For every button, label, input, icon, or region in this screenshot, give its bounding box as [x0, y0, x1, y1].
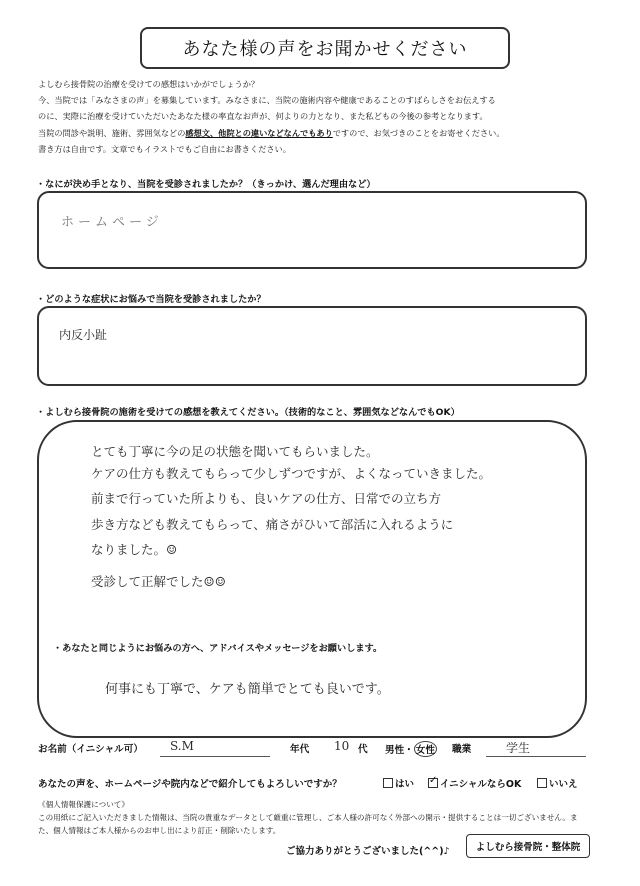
answer-3-line: 受診して正解でした☺☺: [91, 574, 226, 589]
checkbox-icon[interactable]: [383, 778, 393, 788]
name-label: お名前（イニシャル可）: [38, 744, 143, 755]
privacy-heading: 《個人情報保護について》: [38, 800, 129, 809]
intro-line: のに、実際に治療を受けていただいたあなた様の率直なお声が、何よりの力となり、また私どもの今後の参考となります。: [38, 111, 488, 122]
intro-fragment: ですので、お気づきのことをお寄せください。: [332, 127, 505, 138]
consent-question: あなたの声を、ホームページや院内などで紹介してもよろしいですか？: [38, 779, 342, 790]
age-value[interactable]: 10: [334, 739, 350, 753]
answer-2: 内反小趾: [59, 328, 108, 342]
answer-box-2[interactable]: [37, 306, 587, 386]
gender-field[interactable]: [385, 741, 437, 757]
intro-emphasis: 感想文、他院との違いなどなんでもあり: [185, 127, 333, 138]
consent-yes-label: はい: [395, 779, 415, 790]
intro-fragment: 当院の問診や説明、施術、雰囲気などの: [38, 127, 186, 138]
privacy-notice: [38, 798, 618, 837]
age-suffix: 代: [358, 744, 368, 755]
thanks-message: ご協力ありがとうございました(^^)♪: [286, 846, 450, 857]
checkbox-checked-icon[interactable]: [428, 778, 438, 788]
age-label: 年代: [290, 744, 310, 755]
answer-3-line: ケアの仕方も教えてもらって少しずつですが、よくなっていきました。: [91, 466, 492, 481]
question-4: ・あなたと同じようにお悩みの方へ、アドバイスやメッセージをお願いします。: [53, 643, 383, 654]
answer-4: 何事にも丁寧で、ケアも簡単でとても良いです。: [105, 682, 390, 697]
question-2: ・どのような症状にお悩みで当院を受診されましたか？: [36, 294, 266, 305]
name-value[interactable]: S.M: [170, 739, 194, 753]
question-1: ・なにが決め手となり、当院を受診されましたか？（きっかけ、選んだ理由など）: [36, 179, 376, 190]
privacy-line: この用紙にご記入いただきました情報は、当院の貴重なデータとして厳重に管理し、ご本人様の許可なく外部への開示・提供することは一切ございません。ま: [38, 813, 578, 822]
answer-3-line: とても丁寧に今の足の状態を聞いてもらいました。: [91, 444, 379, 459]
consent-yes-option[interactable]: [383, 776, 414, 790]
job-label: 職業: [452, 744, 472, 755]
consent-no-option[interactable]: [537, 776, 578, 790]
answer-1: ホームページ: [61, 215, 163, 230]
answer-3-line: 歩き方なども教えてもらって、痛さがひいて部活に入れるように: [91, 517, 454, 532]
intro-line: 今、当院では「みなさまの声」を募集しています。みなさまに、当院の施術内容や健康であることのすばらしさをお伝えする: [38, 95, 496, 106]
intro-line: 書き方は自由です。文章でもイラストでもご自由にお書きください。: [38, 143, 291, 154]
page-title: あなた様の声をお聞かせください: [140, 27, 510, 69]
consent-no-label: いいえ: [549, 779, 578, 790]
gender-male: 男性・: [385, 745, 414, 756]
intro-line: よしむら接骨院の治療を受けての感想はいかがでしょうか？: [38, 79, 260, 89]
checkbox-icon[interactable]: [537, 778, 547, 788]
answer-3-line: 前まで行っていた所よりも、良いケアの仕方、日常での立ち方: [91, 491, 442, 506]
answer-3-line: なりました。☺: [91, 542, 178, 557]
answer-box-1[interactable]: [37, 191, 587, 269]
answer-box-3[interactable]: [37, 420, 587, 738]
privacy-line: た、個人情報はご本人様からのお申し出により訂正・削除いたします。: [38, 826, 281, 835]
intro-text: [38, 76, 618, 157]
job-underline: [486, 756, 586, 757]
consent-initial-option[interactable]: [428, 776, 521, 790]
name-underline: [160, 756, 270, 757]
job-value[interactable]: 学生: [506, 741, 531, 755]
consent-initial-label: イニシャルならOK: [440, 779, 522, 790]
question-3: ・よしむら接骨院の施術を受けての感想を教えてください。（技術的なこと、雰囲気などなんでもOK）: [36, 407, 460, 418]
clinic-name-box: よしむら接骨院・整体院: [466, 834, 590, 858]
intro-line: [38, 125, 618, 141]
gender-female-circled: 女性: [414, 741, 437, 757]
